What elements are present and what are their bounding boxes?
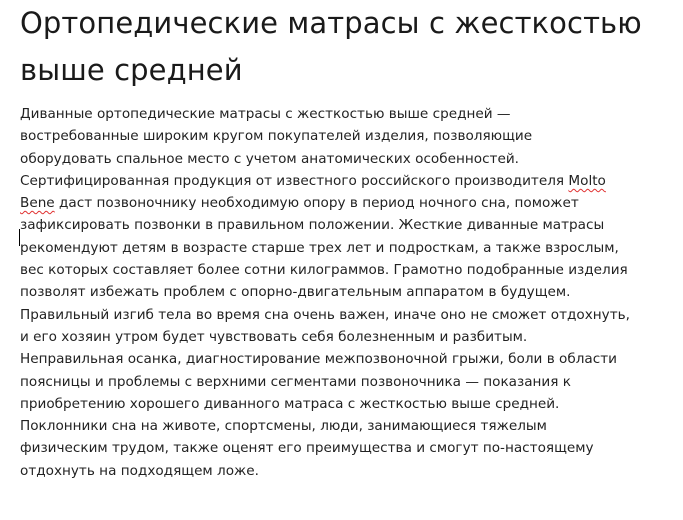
body-line: оборудовать спальное место с учетом анатомических особенностей. xyxy=(20,150,519,167)
brand-word-bene: Bene xyxy=(20,195,55,212)
body-line: физическим трудом, также оценят его преимущества и смогут по-настоящему xyxy=(20,440,594,457)
body-line: позволят избежать проблем с опорно-двигательным аппаратом в будущем. xyxy=(20,284,571,301)
body-line: Правильный изгиб тела во время сна очень важен, иначе оно не сможет отдохнуть, xyxy=(20,306,630,323)
body-line: рекомендуют детям в возрасте старше трех лет и подросткам, а также взрослым, xyxy=(20,239,619,256)
body-line-text: даст позвоночнику необходимую опору в период ночного сна, поможет xyxy=(59,195,579,212)
body-line: приобретению хорошего диванного матраса с жесткостью выше средней. xyxy=(20,395,560,412)
title-line-1: Ортопедические матрасы с жесткостью xyxy=(20,6,642,40)
brand-word-molto: Molto xyxy=(568,172,606,189)
body-line: вес которых составляет более сотни килограммов. Грамотно подобранные изделия xyxy=(20,262,628,279)
body-line: востребованные широким кругом покупателей изделия, позволяющие xyxy=(20,128,533,145)
body-line-text: Сертифицированная продукция от известного российского производителя xyxy=(20,172,565,189)
body-line: Неправильная осанка, диагностирование межпозвоночной грыжи, боли в области xyxy=(20,351,617,368)
body-line: Диванные ортопедические матрасы с жесткостью выше средней — xyxy=(20,106,511,122)
document-title xyxy=(20,0,642,94)
document-body[interactable] xyxy=(20,103,680,482)
body-line: Поклонники сна на животе, спортсмены, люди, занимающиеся тяжелым xyxy=(20,418,547,435)
body-line: и его хозяин утром будет чувствовать себя болезненным и разбитым. xyxy=(20,328,528,345)
body-line: поясницы и проблемы с верхними сегментами позвоночника — показания к xyxy=(20,373,571,390)
body-line xyxy=(20,192,680,214)
body-line xyxy=(20,170,680,192)
title-line-2: выше средней xyxy=(20,53,243,87)
body-line: зафиксировать позвонки в правильном положении. Жесткие диванные матрасы xyxy=(20,217,605,234)
body-line: отдохнуть на подходящем ложе. xyxy=(20,462,259,479)
